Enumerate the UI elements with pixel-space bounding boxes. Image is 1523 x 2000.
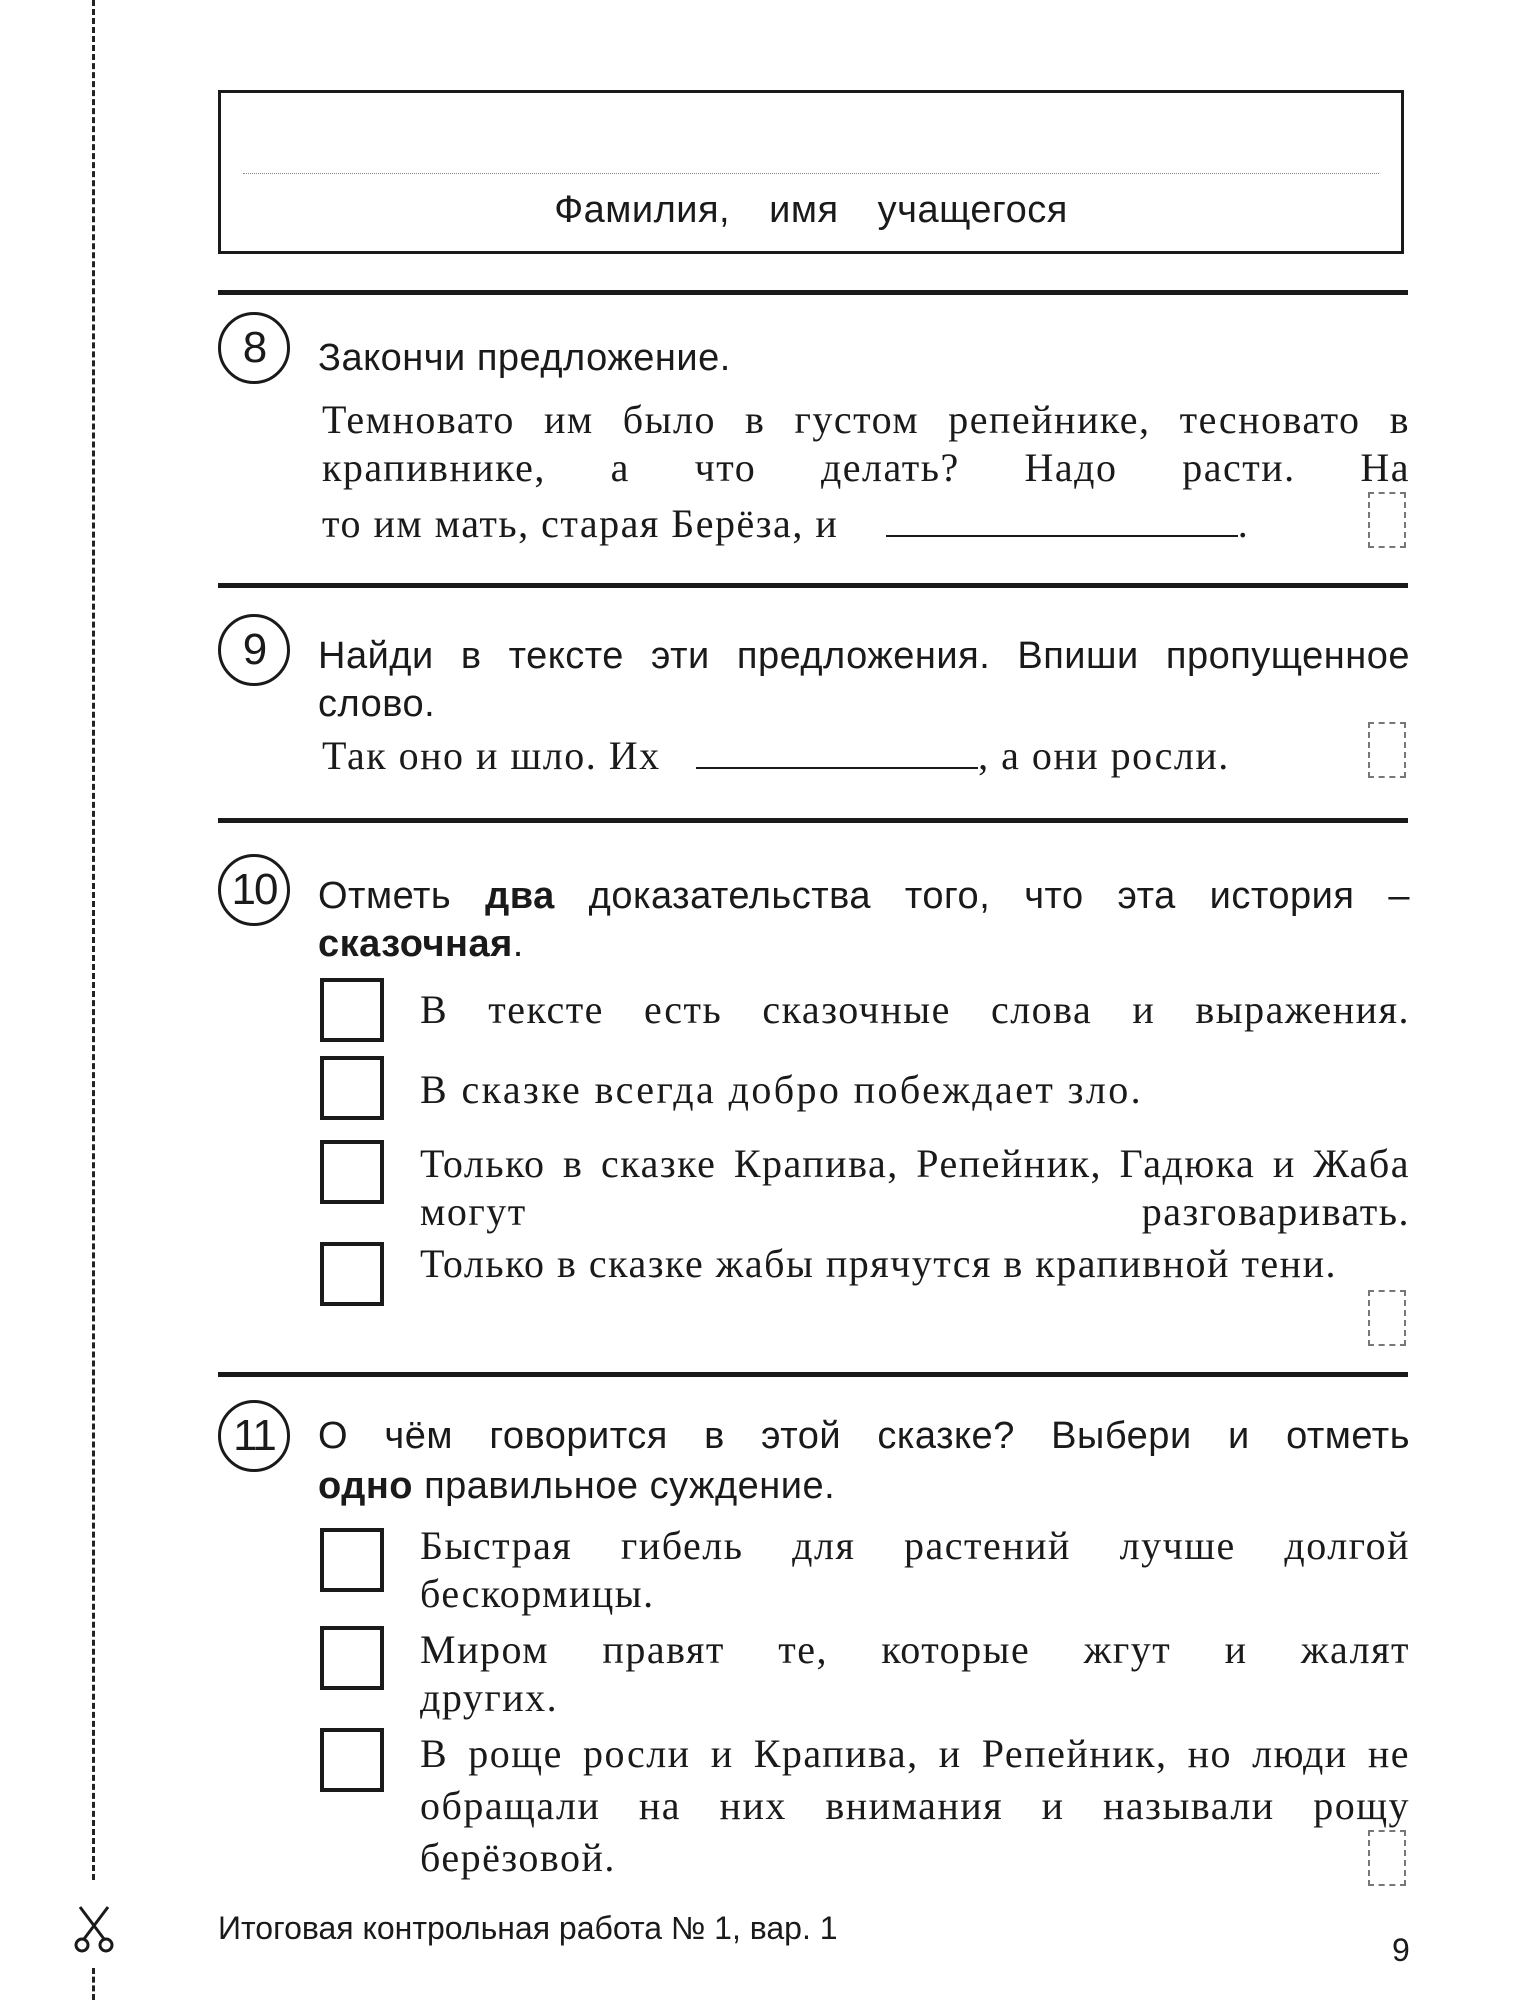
task-11-checkbox-3[interactable] xyxy=(320,1728,384,1792)
task-8-completion xyxy=(322,500,1362,548)
task-8-instruction: Закончи предложение. xyxy=(318,337,731,379)
task-11-option-2: Миром правят те, которые жгут и жалят других. xyxy=(420,1627,1410,1720)
task-10-checkbox-2[interactable] xyxy=(320,1056,384,1120)
task-11-instruction-cont xyxy=(318,1462,1410,1510)
cut-line-tail xyxy=(92,1968,95,2000)
task-11-emphasis-one: одно xyxy=(318,1465,413,1507)
name-write-line[interactable] xyxy=(243,173,1379,174)
task-10-score-box[interactable] xyxy=(1368,1290,1406,1346)
divider-10 xyxy=(218,818,1408,823)
task-11-option-3: В роще росли и Крапива, и Репейник, но люди не обращали на них внимания и называли рощу берёзовой. xyxy=(420,1731,1410,1880)
task-number-11: 11 xyxy=(218,1400,290,1472)
task-10-instr-part: доказательства того, что эта история – xyxy=(588,875,1410,917)
task-8-answer-blank[interactable] xyxy=(886,505,1238,537)
task-10-emphasis-two: два xyxy=(485,875,555,917)
page-number: 9 xyxy=(1392,1932,1410,1968)
task-10-option-3: Только в сказке Крапива, Репейник, Гадюка и Жаба могут разговаривать. xyxy=(420,1141,1410,1234)
task-10-instruction-cont xyxy=(318,920,1410,968)
task-10-option-4: Только в сказке жабы прячутся в крапивной тени. xyxy=(420,1241,1337,1286)
task-10-checkbox-1[interactable] xyxy=(320,978,384,1042)
divider-9 xyxy=(218,583,1408,588)
task-9-sentence xyxy=(322,732,1362,780)
divider-11 xyxy=(218,1372,1408,1377)
name-caption: Фамилия, имя учащегося xyxy=(554,189,1068,231)
task-9-instruction: Найди в тексте эти предложения. Впиши пропущенное слово. xyxy=(318,635,1410,725)
task-9-score-box[interactable] xyxy=(1368,722,1406,778)
task-number-10: 10 xyxy=(218,854,290,926)
task-11-checkbox-1[interactable] xyxy=(320,1528,384,1592)
task-10-emphasis-fairy: сказочная xyxy=(318,923,513,965)
task-8-score-box[interactable] xyxy=(1368,492,1406,548)
footer-title: Итоговая контрольная работа № 1, вар. 1 xyxy=(218,1910,838,1946)
task-11-checkbox-2[interactable] xyxy=(320,1626,384,1690)
task-10-checkbox-4[interactable] xyxy=(320,1242,384,1306)
scissors-icon xyxy=(72,1905,116,1955)
task-11-instr-end: правильное суждение. xyxy=(424,1465,836,1507)
task-10-option-2: В сказке всегда добро побеждает зло. xyxy=(420,1067,1144,1112)
task-11-instr-part: О чём говорится в этой сказке? Выбери и отметь xyxy=(318,1415,1410,1457)
student-name-box xyxy=(218,90,1404,254)
task-10-instr-end: . xyxy=(512,923,524,965)
task-number-8: 8 xyxy=(218,312,290,384)
task-11-score-box[interactable] xyxy=(1368,1830,1406,1886)
cut-line xyxy=(92,0,95,1880)
task-9-prefix: Так оно и шло. Их xyxy=(322,733,661,778)
task-10-instruction xyxy=(318,872,1410,920)
task-10-option-1: В тексте есть сказочные слова и выражения. xyxy=(420,987,1410,1032)
task-10-checkbox-3[interactable] xyxy=(320,1140,384,1204)
task-11-instruction xyxy=(318,1412,1410,1460)
task-8-suffix: . xyxy=(1237,501,1250,546)
task-11-option-1: Быстрая гибель для растений лучше долгой бескормицы. xyxy=(420,1523,1410,1616)
task-8-text: Темновато им было в густом репейнике, тесновато в крапивнике, а что делать? Надо расти. На xyxy=(322,397,1410,490)
task-9-suffix: , а они росли. xyxy=(978,733,1230,778)
task-8-prefix: то им мать, старая Берёза, и xyxy=(322,501,839,546)
task-10-instr-part: Отметь xyxy=(318,875,452,917)
task-9-answer-blank[interactable] xyxy=(696,737,978,769)
task-number-9: 9 xyxy=(218,614,290,686)
divider-8 xyxy=(218,290,1408,295)
